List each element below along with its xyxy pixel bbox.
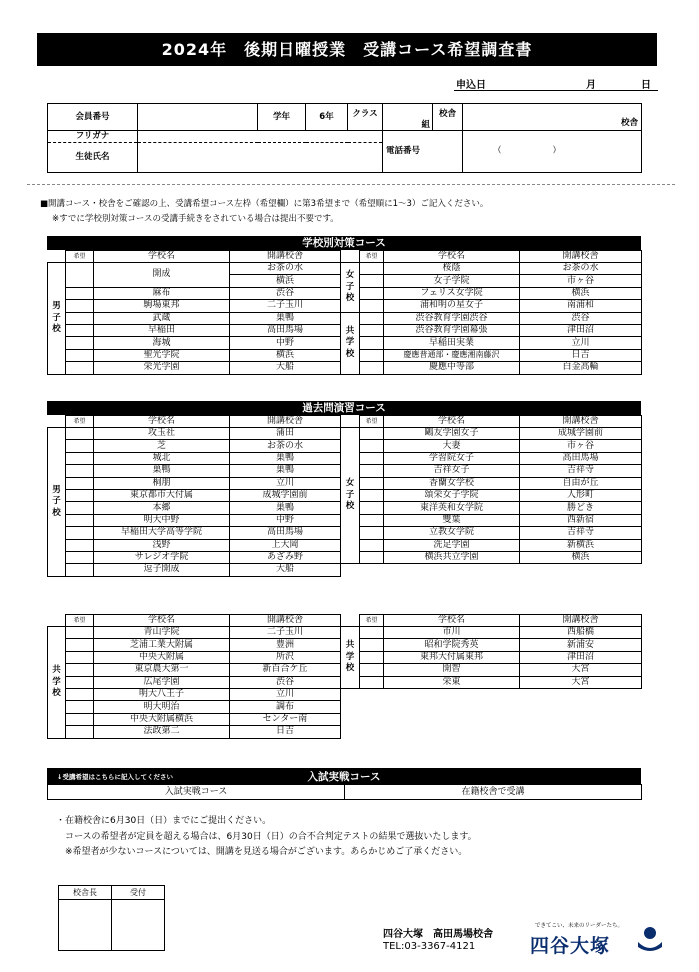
school-name: 浦和明の星女子 xyxy=(384,300,520,312)
kumi-label: 組 xyxy=(421,119,430,130)
note-line: ※希望者が少ないコースについては、開講を見送る場合がございます。あらかじめご了承ください。 xyxy=(56,847,468,857)
school-name: 逗子開成 xyxy=(94,564,230,576)
wish-input[interactable] xyxy=(360,489,384,501)
campus-header: 開講校舎 xyxy=(230,416,341,428)
campus-name: 市ヶ谷 xyxy=(520,275,642,287)
wish-input[interactable] xyxy=(360,465,384,477)
wish-input[interactable] xyxy=(66,362,94,374)
coed-course-table xyxy=(47,614,642,739)
wish-input[interactable] xyxy=(360,514,384,526)
table-row xyxy=(48,688,642,700)
wish-input[interactable] xyxy=(360,428,384,440)
wish-input[interactable] xyxy=(360,627,384,639)
section-exam-practice-header xyxy=(47,768,641,784)
wish-input[interactable] xyxy=(360,300,384,312)
school-name: 巣鴨 xyxy=(94,465,230,477)
campus-name: 吉祥寺 xyxy=(520,527,642,539)
instruction-main: ■開講コース・校舎をご確認の上、受講希望コース左枠（希望欄）に第3希望まで（希望順に1～3）ご記入ください。 xyxy=(40,199,489,209)
school-name: 駒場東邦 xyxy=(94,300,230,312)
campus-name: 巣鴨 xyxy=(230,465,341,477)
campus-header: 開講校舎 xyxy=(520,416,642,428)
school-name: 本郷 xyxy=(94,502,230,514)
wish-header: 希望 xyxy=(360,251,384,263)
wish-header: 希望 xyxy=(360,615,384,627)
campus-header: 開講校舎 xyxy=(520,251,642,263)
wish-input[interactable] xyxy=(66,688,94,700)
wish-input[interactable] xyxy=(66,651,94,663)
wish-input[interactable] xyxy=(360,639,384,651)
wish-input[interactable] xyxy=(66,263,94,288)
wish-input[interactable] xyxy=(66,440,94,452)
table-row xyxy=(48,428,642,440)
school-name: 東洋英和女学院 xyxy=(384,502,520,514)
reception-stamp-field[interactable] xyxy=(112,900,165,951)
school-header: 学校名 xyxy=(384,615,520,627)
campus-name: 大船 xyxy=(230,362,341,374)
wish-input[interactable] xyxy=(66,287,94,299)
school-name: 慶應中等部 xyxy=(384,362,520,374)
campus-header: 開講校舎 xyxy=(230,251,341,263)
wish-header: 希望 xyxy=(66,615,94,627)
campus-name: 高田馬場 xyxy=(230,324,341,336)
school-name: 頌栄女子学院 xyxy=(384,489,520,501)
student-name-field[interactable] xyxy=(138,143,383,173)
campus-name: 新横浜 xyxy=(520,539,642,551)
school-name: 昭和学院秀英 xyxy=(384,639,520,651)
school-name: 桜蔭 xyxy=(384,263,520,275)
school-name: 渋谷教育学園渋谷 xyxy=(384,312,520,324)
school-header: 学校名 xyxy=(94,416,230,428)
class-label: クラス xyxy=(348,104,383,131)
campus-name: 新浦安 xyxy=(520,639,642,651)
wish-input[interactable] xyxy=(360,539,384,551)
campus-name: 横浜 xyxy=(520,287,642,299)
wish-input[interactable] xyxy=(66,551,94,563)
separator xyxy=(27,184,675,185)
furigana-field[interactable] xyxy=(138,131,383,143)
school-name: 海城 xyxy=(94,337,230,349)
wish-input[interactable] xyxy=(360,664,384,676)
campus-name: 高田馬場 xyxy=(520,452,642,464)
header-row xyxy=(48,416,642,428)
wish-input[interactable] xyxy=(66,676,94,688)
wish-input[interactable] xyxy=(360,362,384,374)
wish-input[interactable] xyxy=(360,349,384,361)
school-name: 明大明治 xyxy=(94,701,230,713)
notes xyxy=(56,814,477,861)
campus-name: 横浜 xyxy=(520,551,642,563)
reception-label: 受付 xyxy=(112,886,165,900)
wish-input[interactable] xyxy=(360,275,384,287)
wish-input[interactable] xyxy=(360,312,384,324)
school-name: 明大中野 xyxy=(94,514,230,526)
campus-name: 南浦和 xyxy=(520,300,642,312)
school-course-table xyxy=(47,250,642,375)
logo-tagline: できてこい、未来のリーダーたち。 xyxy=(535,923,624,929)
past-exam-table xyxy=(47,415,642,577)
school-name: 栄東 xyxy=(384,676,520,688)
wish-input[interactable] xyxy=(66,639,94,651)
campus-name: お茶の水 xyxy=(230,440,341,452)
wish-input[interactable] xyxy=(66,300,94,312)
stamp-box xyxy=(58,885,165,951)
campus-name: お茶の水 xyxy=(230,263,341,275)
school-name: 中央大附属 xyxy=(94,651,230,663)
note-line: コースの希望者が定員を超える場合は、6月30日（日）の合不合判定テストの結果で選抜いたします。 xyxy=(56,831,477,842)
girls-school-group: 女 子 校 xyxy=(341,263,360,313)
campus-name: 巣鴨 xyxy=(230,452,341,464)
phone-label: 電話番号 xyxy=(383,131,463,173)
school-name: 鷗友学園女子 xyxy=(384,428,520,440)
campus-name: お茶の水 xyxy=(520,263,642,275)
section-past-exam-title: 過去問演習コース xyxy=(47,401,641,415)
school-name: 雙葉 xyxy=(384,514,520,526)
campus-name: 日吉 xyxy=(230,726,341,738)
school-label: 校舎 xyxy=(433,104,463,131)
school-name: 広尾学園 xyxy=(94,676,230,688)
campus-name: 渋谷 xyxy=(230,676,341,688)
campus-name: 調布 xyxy=(230,701,341,713)
campus-name-footer: 四谷大塚 高田馬場校舎 xyxy=(383,929,493,940)
exam-practice-title: 入試実戦コース xyxy=(307,771,381,783)
wish-input[interactable] xyxy=(360,324,384,336)
school-name: 洗足学園 xyxy=(384,539,520,551)
campus-name: 人形町 xyxy=(520,489,642,501)
school-name: 立教女学院 xyxy=(384,527,520,539)
campus-name: 中野 xyxy=(230,337,341,349)
school-name: 吉祥女子 xyxy=(384,465,520,477)
school-name: 開成 xyxy=(94,263,230,288)
wish-input[interactable] xyxy=(360,452,384,464)
girls-school-group: 女 子 校 xyxy=(341,428,360,564)
school-name: 浅野 xyxy=(94,539,230,551)
campus-name: 横浜 xyxy=(230,349,341,361)
wish-input[interactable] xyxy=(360,477,384,489)
wish-input[interactable] xyxy=(66,527,94,539)
campus-name: 白金高輪 xyxy=(520,362,642,374)
school-name: 麻布 xyxy=(94,287,230,299)
wish-input[interactable] xyxy=(66,452,94,464)
principal-label: 校舎長 xyxy=(59,886,112,900)
campus-name: 高田馬場 xyxy=(230,527,341,539)
class-field[interactable] xyxy=(383,104,433,131)
wish-input[interactable] xyxy=(66,514,94,526)
school-name: 東京農大第一 xyxy=(94,664,230,676)
month-label: 月 xyxy=(586,80,596,91)
table-row xyxy=(48,564,642,576)
school-name: 横浜共立学園 xyxy=(384,551,520,563)
campus-name: 立川 xyxy=(230,477,341,489)
school-name: フェリス女学院 xyxy=(384,287,520,299)
campus-phone: TEL:03-3367-4121 xyxy=(383,941,476,952)
wish-input[interactable] xyxy=(66,664,94,676)
campus-name: 大宮 xyxy=(520,676,642,688)
header-row xyxy=(48,251,642,263)
wish-input[interactable] xyxy=(360,676,384,688)
campus-name: 日吉 xyxy=(520,349,642,361)
campus-name: 津田沼 xyxy=(520,651,642,663)
wish-input[interactable] xyxy=(66,477,94,489)
school-name: 早稲田大学高等学院 xyxy=(94,527,230,539)
student-name-label: 生徒氏名 xyxy=(48,143,138,173)
campus-name: 立川 xyxy=(520,337,642,349)
member-no-label: 会員番号 xyxy=(48,104,138,131)
school-name: 東京都市大付属 xyxy=(94,489,230,501)
campus-name: 吉祥寺 xyxy=(520,465,642,477)
campus-name: 二子玉川 xyxy=(230,300,341,312)
school-name: 慶應普通部・慶應湘南藤沢 xyxy=(384,349,520,361)
school-name: 早稲田実業 xyxy=(384,337,520,349)
member-no-field[interactable] xyxy=(138,104,258,131)
school-name: 芝浦工業大附属 xyxy=(94,639,230,651)
school-name: 芝 xyxy=(94,440,230,452)
campus-name: 西新宿 xyxy=(520,514,642,526)
school-header: 学校名 xyxy=(94,615,230,627)
section-school-course-title: 学校別対策コース xyxy=(47,236,641,250)
campus-name: 大船 xyxy=(230,564,341,576)
boys-school-group: 男 子 校 xyxy=(48,428,66,577)
wish-input[interactable] xyxy=(360,502,384,514)
school-name: 聖光学院 xyxy=(94,349,230,361)
campus-name: 成城学園前 xyxy=(520,428,642,440)
wish-header: 希望 xyxy=(66,416,94,428)
wish-input[interactable] xyxy=(66,627,94,639)
wish-input[interactable] xyxy=(66,489,94,501)
wish-input[interactable] xyxy=(360,287,384,299)
boys-school-group: 男 子 校 xyxy=(48,263,66,375)
school-suffix: 校舎 xyxy=(620,117,638,128)
wish-input[interactable] xyxy=(66,564,94,576)
school-name: 渋谷教育学園幕張 xyxy=(384,324,520,336)
campus-name: 渋谷 xyxy=(230,287,341,299)
school-name: 法政第二 xyxy=(94,726,230,738)
exam-practice-campus: 在籍校舎で受講 xyxy=(345,785,642,800)
day-label: 日 xyxy=(641,80,651,91)
campus-name: 巣鴨 xyxy=(230,502,341,514)
date-label: 申込日 xyxy=(456,80,486,91)
campus-name: あざみ野 xyxy=(230,551,341,563)
brand-mark-icon xyxy=(637,925,663,951)
wish-input[interactable] xyxy=(66,324,94,336)
campus-name: 横浜 xyxy=(230,275,341,287)
school-name: 栄光学園 xyxy=(94,362,230,374)
phone-field[interactable]: （ ） xyxy=(463,131,642,173)
campus-header: 開講校舎 xyxy=(520,615,642,627)
campus-name: 新百合ケ丘 xyxy=(230,664,341,676)
table-row xyxy=(48,312,642,324)
wish-header: 希望 xyxy=(360,416,384,428)
student-info-table xyxy=(47,103,642,173)
campus-name: 市ヶ谷 xyxy=(520,440,642,452)
school-name: 女子学院 xyxy=(384,275,520,287)
furigana-label: フリガナ xyxy=(48,131,138,143)
wish-input[interactable] xyxy=(66,539,94,551)
brand-logo: 四谷大塚 xyxy=(530,935,611,957)
wish-input[interactable] xyxy=(66,349,94,361)
school-name: 学習院女子 xyxy=(384,452,520,464)
coed-school-group: 共 学 校 xyxy=(48,627,66,739)
school-name: 中央大附属横浜 xyxy=(94,713,230,725)
wish-input[interactable] xyxy=(66,312,94,324)
school-name: 香蘭女学校 xyxy=(384,477,520,489)
grade-value: 6年 xyxy=(306,104,348,131)
table-row xyxy=(48,263,642,275)
principal-stamp-field[interactable] xyxy=(59,900,112,951)
campus-name: 渋谷 xyxy=(520,312,642,324)
campus-header: 開講校舎 xyxy=(230,615,341,627)
school-header: 学校名 xyxy=(94,251,230,263)
campus-name: センター南 xyxy=(230,713,341,725)
wish-input[interactable] xyxy=(66,465,94,477)
campus-name: 立川 xyxy=(230,688,341,700)
campus-name: 蒲田 xyxy=(230,428,341,440)
wish-input[interactable] xyxy=(360,337,384,349)
campus-name: 上大岡 xyxy=(230,539,341,551)
wish-input[interactable] xyxy=(360,527,384,539)
wish-input[interactable] xyxy=(66,713,94,725)
campus-name: 中野 xyxy=(230,514,341,526)
campus-name: 勝どき xyxy=(520,502,642,514)
wish-input[interactable] xyxy=(66,428,94,440)
school-name: 東邦大付属東邦 xyxy=(384,651,520,663)
campus-name: 成城学園前 xyxy=(230,489,341,501)
wish-input[interactable] xyxy=(360,440,384,452)
wish-input[interactable] xyxy=(360,551,384,563)
exam-practice-note: ↓受講希望はこちらに記入してください xyxy=(57,773,173,781)
campus-name: 巣鴨 xyxy=(230,312,341,324)
school-name: 早稲田 xyxy=(94,324,230,336)
school-name: 桐朋 xyxy=(94,477,230,489)
wish-input[interactable] xyxy=(360,263,384,275)
coed-school-group: 共 学 校 xyxy=(341,312,360,374)
school-field[interactable] xyxy=(463,104,642,131)
campus-name: 所沢 xyxy=(230,651,341,663)
school-name: 武蔵 xyxy=(94,312,230,324)
school-name: 大妻 xyxy=(384,440,520,452)
wish-input[interactable] xyxy=(66,726,94,738)
header-row xyxy=(48,615,642,627)
school-name: サレジオ学院 xyxy=(94,551,230,563)
exam-practice-table xyxy=(47,784,642,800)
school-name: 市川 xyxy=(384,627,520,639)
campus-name: 二子玉川 xyxy=(230,627,341,639)
table-row xyxy=(48,627,642,639)
school-name: 攻玉社 xyxy=(94,428,230,440)
school-name: 開智 xyxy=(384,664,520,676)
wish-input[interactable] xyxy=(66,502,94,514)
wish-input[interactable] xyxy=(360,651,384,663)
coed-school-group: 共 学 校 xyxy=(341,627,360,689)
campus-name: 自由が丘 xyxy=(520,477,642,489)
school-name: 明大八王子 xyxy=(94,688,230,700)
school-name: 青山学院 xyxy=(94,627,230,639)
campus-name: 大宮 xyxy=(520,664,642,676)
grade-label: 学年 xyxy=(258,104,306,131)
wish-input[interactable] xyxy=(66,337,94,349)
page-title: 2024年 後期日曜授業 受講コース希望調査書 xyxy=(37,33,657,66)
application-date-field[interactable] xyxy=(454,74,658,91)
school-name: 城北 xyxy=(94,452,230,464)
campus-name: 西船橋 xyxy=(520,627,642,639)
school-header: 学校名 xyxy=(384,416,520,428)
campus-name: 豊洲 xyxy=(230,639,341,651)
wish-header: 希望 xyxy=(66,251,94,263)
wish-input[interactable] xyxy=(66,701,94,713)
note-line: ・在籍校舎に6月30日（日）までにご提出ください。 xyxy=(56,816,272,826)
instruction-note: ※すでに学校別対策コースの受講手続きをされている場合は提出不要です。 xyxy=(52,214,339,224)
school-header: 学校名 xyxy=(384,251,520,263)
campus-name: 津田沼 xyxy=(520,324,642,336)
exam-practice-course[interactable]: 入試実戦コース xyxy=(48,785,345,800)
